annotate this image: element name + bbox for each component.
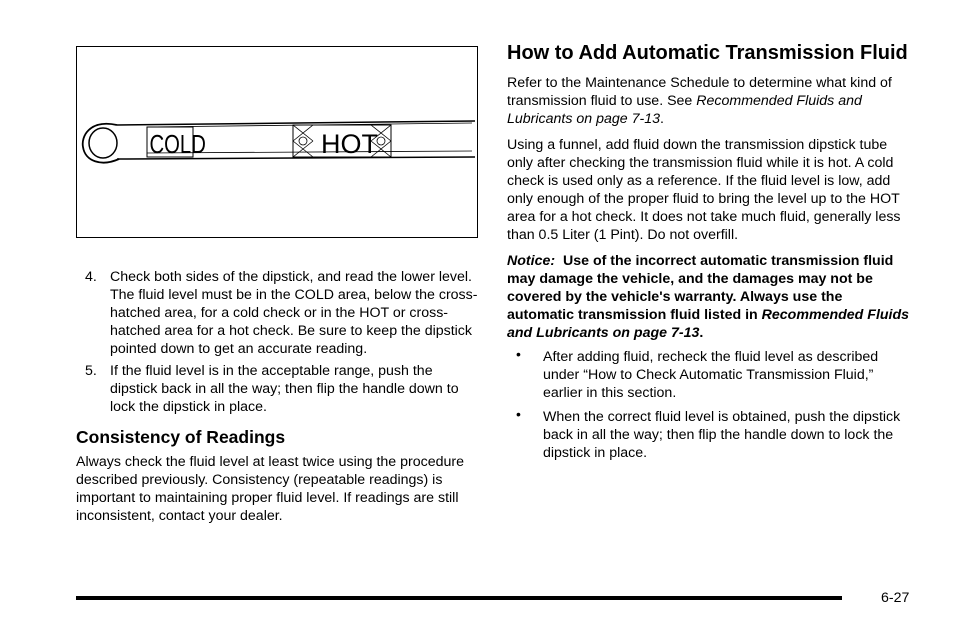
- bullet-list: [507, 348, 912, 462]
- list-item: [507, 348, 912, 402]
- page-number: 6-27: [881, 590, 910, 606]
- intro-text: Refer to the Maintenance Schedule to determine what kind of transmission fluid to use. See: [507, 75, 892, 109]
- intro-end: .: [660, 111, 664, 127]
- footer-rule: [76, 596, 842, 600]
- bullet-text: After adding fluid, recheck the fluid level as described under “How to Check Automatic Transmission Fluid,” earlier in this section.: [543, 349, 879, 401]
- hot-mark-label: HOT: [321, 129, 378, 159]
- notice-text: Use of the incorrect automatic transmission fluid may damage the vehicle, and the damages may not be covered by the vehicle's warranty. Always use the automatic transmission fluid listed in: [507, 253, 894, 323]
- consistency-heading: Consistency of Readings: [76, 427, 286, 447]
- step-number: 5.: [85, 363, 97, 379]
- cold-mark-label: COLD: [149, 129, 206, 159]
- dipstick-drawing: [77, 47, 477, 237]
- notice-label: Notice:: [507, 253, 556, 269]
- notice-block: [507, 252, 912, 342]
- list-item: [76, 362, 480, 416]
- list-item: [507, 408, 912, 462]
- bullet-text: When the correct fluid level is obtained, push the dipstick back in all the way; then flip the handle down to lock the dipstick in place.: [543, 409, 901, 461]
- notice-end: .: [699, 325, 704, 341]
- bullet-icon: •: [516, 406, 521, 422]
- consistency-paragraph: Always check the fluid level at least twice using the procedure described previously. Consistency (repeatable readings) is important to maintaining proper fluid level. If readings are still inconsistent, contact your dealer.: [76, 454, 464, 524]
- bullet-icon: •: [516, 346, 521, 362]
- cross-reference: Recommended Fluids and Lubricants on page 7-13: [507, 93, 862, 127]
- dipstick-illustration: [76, 46, 478, 238]
- step-number: 4.: [85, 269, 97, 285]
- page-title: How to Add Automatic Transmission Fluid: [507, 42, 908, 64]
- steps-list: [76, 268, 480, 416]
- step-text: If the fluid level is in the acceptable range, push the dipstick back in all the way; then flip the handle down to lock the dipstick in place.: [110, 363, 459, 415]
- right-column: [507, 42, 912, 468]
- notice-reference: Recommended Fluids and Lubricants on page 7-13: [507, 307, 910, 341]
- list-item: [76, 268, 480, 358]
- left-column: [76, 268, 480, 525]
- intro-paragraph: [507, 74, 912, 128]
- step-text: Check both sides of the dipstick, and read the lower level. The fluid level must be in the COLD area, below the cross-hatched area, for a cold check or in the HOT or cross-hatched area for a hot check. Be sure to keep the dipstick pointed down to get an accurate reading.: [110, 269, 478, 357]
- funnel-paragraph: Using a funnel, add fluid down the transmission dipstick tube only after checking the transmission fluid while it is hot. A cold check is used only as a reference. If the fluid level is low, add only enough of the proper fluid to bring the level up to the HOT area for a hot check. It does not take much fluid, generally less than 0.5 Liter (1 Pint). Do not overfill.: [507, 137, 901, 243]
